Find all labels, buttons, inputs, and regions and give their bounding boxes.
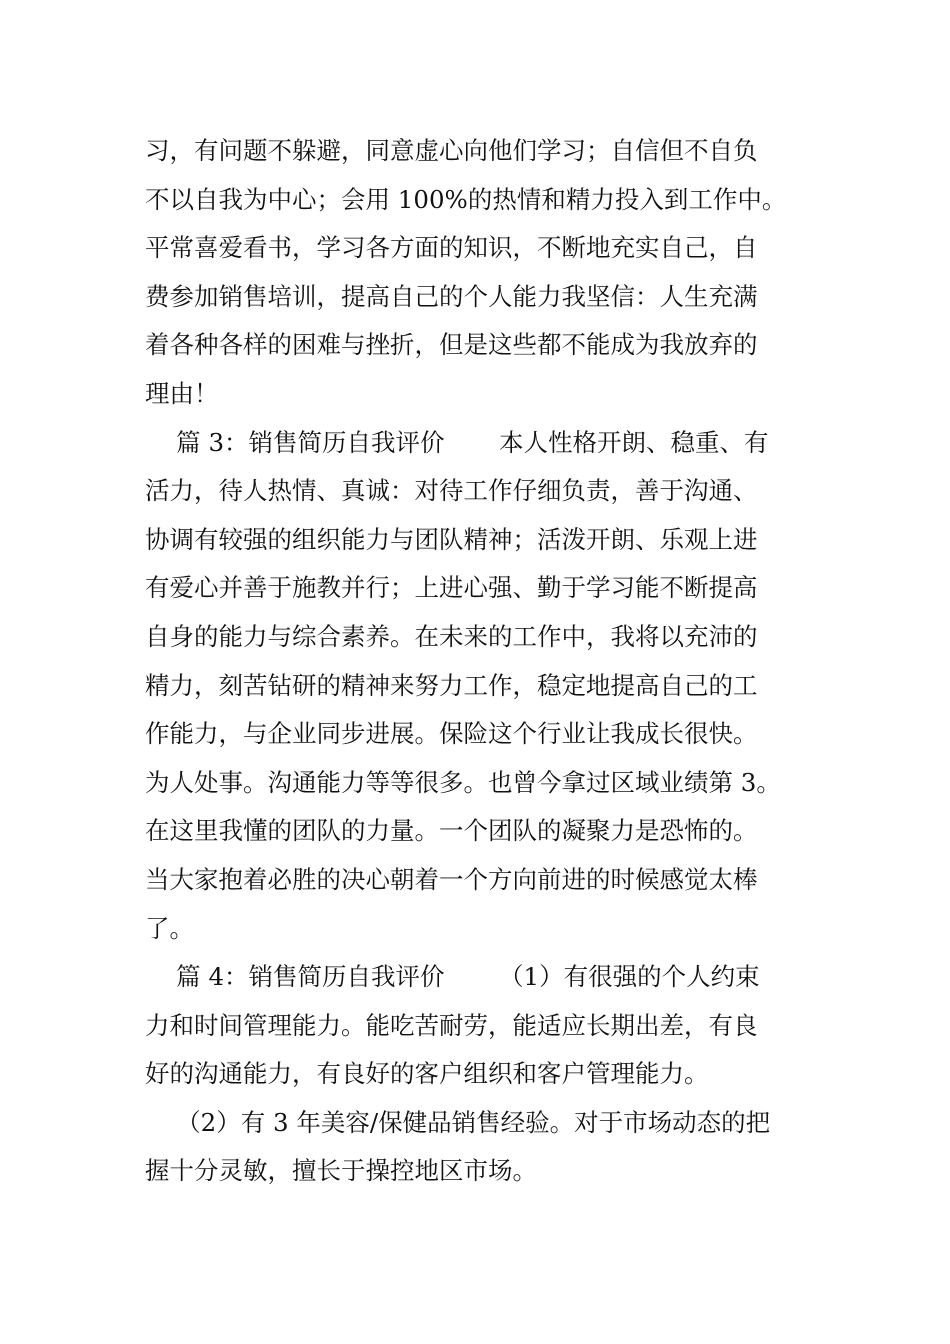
text-line: 自身的能力与综合素养。在未来的工作中，我将以充沛的	[145, 621, 758, 651]
text-line: 有爱心并善于施教并行；上进心强、勤于学习能不断提高	[145, 573, 758, 603]
text-line: 着各种各样的困难与挫折，但是这些都不能成为我放弃的	[145, 330, 758, 360]
text-line: 活力，待人热情、真诚：对待工作仔细负责，善于沟通、	[145, 476, 758, 506]
text-line: 了。	[145, 913, 194, 943]
text-line: 作能力，与企业同步进展。保险这个行业让我成长很快。	[145, 719, 758, 749]
text-line: 平常喜爱看书，学习各方面的知识，不断地充实自己，自	[145, 233, 758, 263]
text-line: 力和时间管理能力。能吃苦耐劳，能适应长期出差，有良	[145, 1010, 758, 1040]
section-heading-line: 篇 4：销售简历自我评价 （1）有很强的个人约束	[145, 962, 760, 992]
section-heading-line: 篇 3：销售简历自我评价 本人性格开朗、稳重、有	[145, 427, 769, 457]
text-line: 当大家抱着必胜的决心朝着一个方向前进的时候感觉太棒	[145, 864, 758, 894]
text-line: 为人处事。沟通能力等等很多。也曾今拿过区域业绩第 3。	[145, 767, 781, 797]
text-line: 在这里我懂的团队的力量。一个团队的凝聚力是恐怖的。	[145, 816, 758, 846]
text-line: 好的沟通能力，有良好的客户组织和客户管理能力。	[145, 1059, 709, 1089]
text-line: 协调有较强的组织能力与团队精神；活泼开朗、乐观上进	[145, 524, 758, 554]
text-line: 精力，刻苦钻研的精神来努力工作，稳定地提高自己的工	[145, 670, 758, 700]
text-line: （2）有 3 年美容/保健品销售经验。对于市场动态的把	[145, 1107, 771, 1137]
text-line: 费参加销售培训，提高自己的个人能力我坚信：人生充满	[145, 281, 758, 311]
text-line: 握十分灵敏，擅长于操控地区市场。	[145, 1156, 537, 1186]
text-line: 不以自我为中心；会用 100%的热情和精力投入到工作中。	[145, 184, 787, 214]
body-text	[145, 127, 805, 1196]
text-line: 理由！	[145, 378, 219, 408]
text-line: 习，有问题不躲避，同意虚心向他们学习；自信但不自负	[145, 136, 758, 165]
